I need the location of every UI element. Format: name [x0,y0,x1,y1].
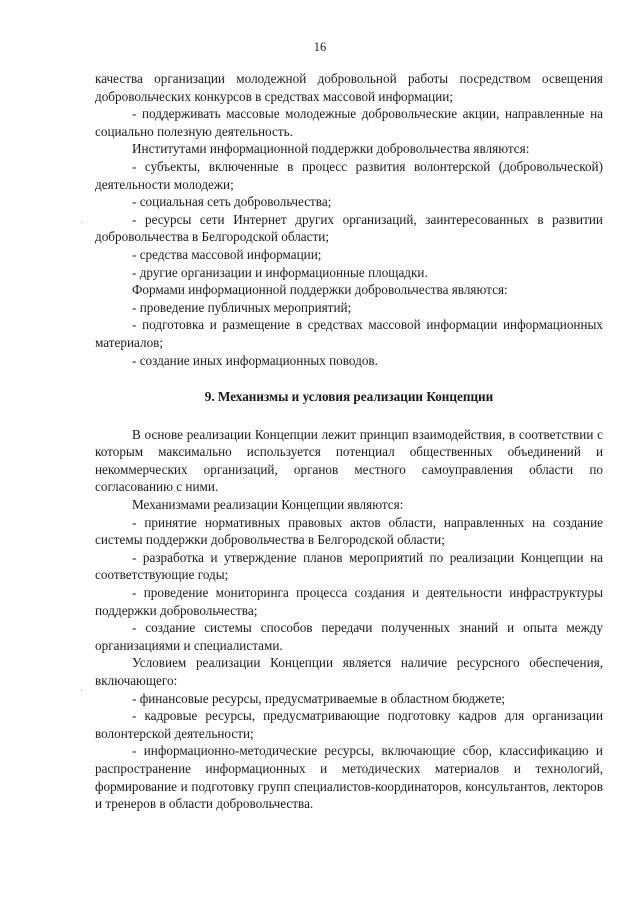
paragraph: Условием реализации Концепции является наличие ресурсного обеспечения, включающего: [95,655,603,688]
page-number: 16 [313,40,327,54]
list-item: - поддерживать массовые молодежные добровольческие акции, направленные на социально полезную деятельность. [95,106,603,139]
paragraph: качества организации молодежной добровольной работы посредством освещения добровольческих конкурсов в средствах массовой информации; [95,71,603,104]
list-item: - создание системы способов передачи полученных знаний и опыта между организациями и специалистами. [95,620,603,653]
list-item: - социальная сеть добровольчества; [132,194,332,210]
list-item: - подготовка и размещение в средствах массовой информации информационных материалов; [95,317,603,350]
paragraph: Механизмами реализации Концепции являются: [132,497,404,513]
list-item: - ресурсы сети Интернет других организаций, заинтересованных в развитии добровольчества в Белгородской области; [95,211,603,245]
scan-mark: · [80,686,84,697]
scan-mark: · [80,218,84,229]
paragraph: Формами информационной поддержки добровольчества являются: [132,282,508,298]
list-item: - создание иных информационных поводов. [132,352,378,368]
list-item: - другие организации и информационные площадки. [132,264,428,280]
list-item: - разработка и утверждение планов мероприятий по реализации Концепции на соответствующие годы; [95,549,603,583]
list-item: - средства массовой информации; [132,246,322,262]
list-item: - субъекты, включенные в процесс развития волонтерской (добровольческой) деятельности молодежи; [95,158,603,192]
list-item: - проведение мониторинга процесса создания и деятельности инфраструктуры поддержки добровольчества; [95,585,603,618]
list-item: - информационно-методические ресурсы, включающие сбор, классификацию и распространение информационных и методических материалов и технологий, формирование и подготовку групп специалистов-координаторов, консультантов, лекторов и тренеров в области добровольчества. [95,743,603,812]
section-heading: 9. Механизмы и условия реализации Концепции [204,389,494,405]
paragraph: В основе реализации Концепции лежит принцип взаимодействия, в соответствии с которым максимально используется потенциал общественных объединений и некоммерческих организаций, органов местного самоуправления области по согласованию с ними. [95,426,603,495]
list-item: - проведение публичных мероприятий; [132,299,352,315]
paragraph: Институтами информационной поддержки добровольчества являются: [132,141,530,157]
list-item: - финансовые ресурсы, предусматриваемые в областном бюджете; [132,690,506,706]
list-item: - принятие нормативных правовых актов области, направленных на создание системы поддержки добровольчества в Белгородской области; [95,514,603,548]
document-body [95,70,603,813]
list-item: - кадровые ресурсы, предусматривающие подготовку кадров для организации волонтерской деятельности; [95,708,603,741]
